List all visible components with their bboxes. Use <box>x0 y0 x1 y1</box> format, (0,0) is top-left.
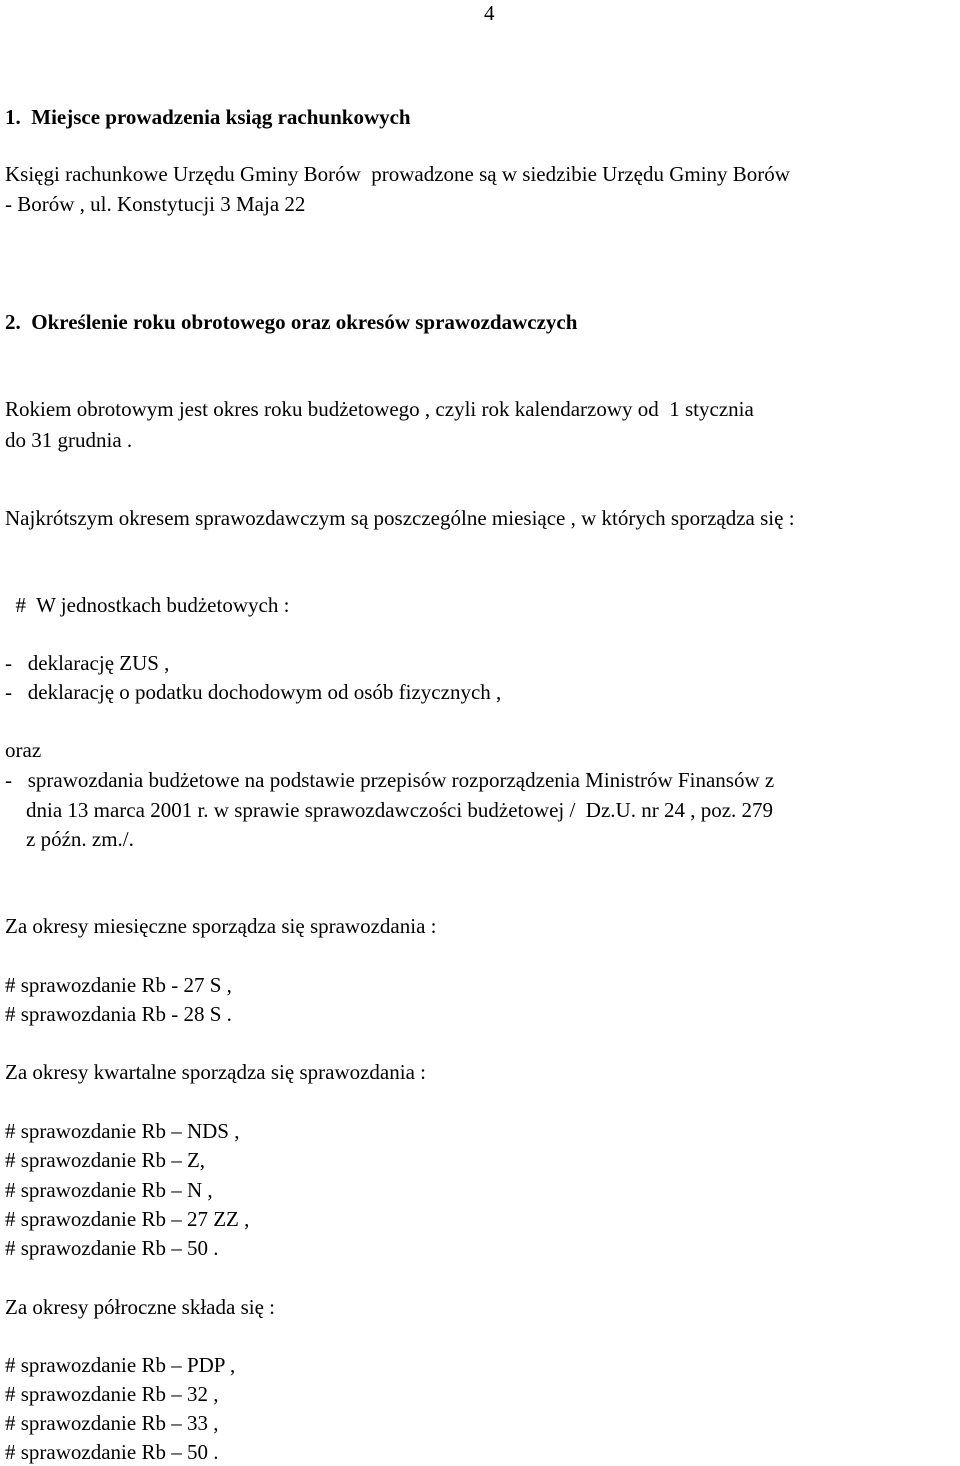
quarterly-reports-intro: Za okresy kwartalne sporządza się sprawozdania : <box>5 1060 426 1084</box>
monthly-report-item: # sprawozdanie Rb - 27 S , <box>5 973 232 997</box>
fiscal-year-line-2: do 31 grudnia . <box>5 428 133 452</box>
section-1-heading: 1. Miejsce prowadzenia ksiąg rachunkowych <box>5 105 411 129</box>
quarterly-report-item: # sprawozdanie Rb – 50 . <box>5 1236 219 1260</box>
quarterly-report-item: # sprawozdanie Rb – Z, <box>5 1148 206 1172</box>
monthly-reports-intro: Za okresy miesięczne sporządza się sprawozdania : <box>5 914 437 938</box>
oraz-label: oraz <box>5 738 42 762</box>
section-1-text-line-1: Księgi rachunkowe Urzędu Gminy Borów prowadzone są w siedzibie Urzędu Gminy Borów <box>5 162 790 186</box>
section-1-text-line-2: - Borów , ul. Konstytucji 3 Maja 22 <box>5 192 306 216</box>
halfyear-report-item: # sprawozdanie Rb – 33 , <box>5 1411 219 1435</box>
quarterly-report-item: # sprawozdanie Rb – NDS , <box>5 1119 240 1143</box>
halfyear-report-item: # sprawozdanie Rb – PDP , <box>5 1353 236 1377</box>
page-number: 4 <box>484 1 495 25</box>
monthly-report-item: # sprawozdania Rb - 28 S . <box>5 1002 232 1026</box>
halfyear-report-item: # sprawozdanie Rb – 50 . <box>5 1440 219 1464</box>
quarterly-report-item: # sprawozdanie Rb – 27 ZZ , <box>5 1207 250 1231</box>
income-tax-declaration-item: - deklarację o podatku dochodowym od osób fizycznych , <box>5 680 502 704</box>
budget-reports-line-1: - sprawozdania budżetowe na podstawie przepisów rozporządzenia Ministrów Finansów z <box>5 768 775 792</box>
budget-reports-line-3: z późn. zm./. <box>5 827 134 851</box>
section-2-heading: 2. Określenie roku obrotowego oraz okresów sprawozdawczych <box>5 310 578 334</box>
halfyear-report-item: # sprawozdanie Rb – 32 , <box>5 1382 219 1406</box>
budget-reports-line-2: dnia 13 marca 2001 r. w sprawie sprawozdawczości budżetowej / Dz.U. nr 24 , poz. 279 <box>5 798 774 822</box>
fiscal-year-line-1: Rokiem obrotowym jest okres roku budżetowego , czyli rok kalendarzowy od 1 stycznia <box>5 397 754 421</box>
budget-units-label: # W jednostkach budżetowych : <box>5 593 290 617</box>
zus-declaration-item: - deklarację ZUS , <box>5 651 170 675</box>
shortest-period-text: Najkrótszym okresem sprawozdawczym są poszczególne miesiące , w których sporządza się : <box>5 506 795 530</box>
quarterly-report-item: # sprawozdanie Rb – N , <box>5 1178 213 1202</box>
halfyear-reports-intro: Za okresy półroczne składa się : <box>5 1295 275 1319</box>
